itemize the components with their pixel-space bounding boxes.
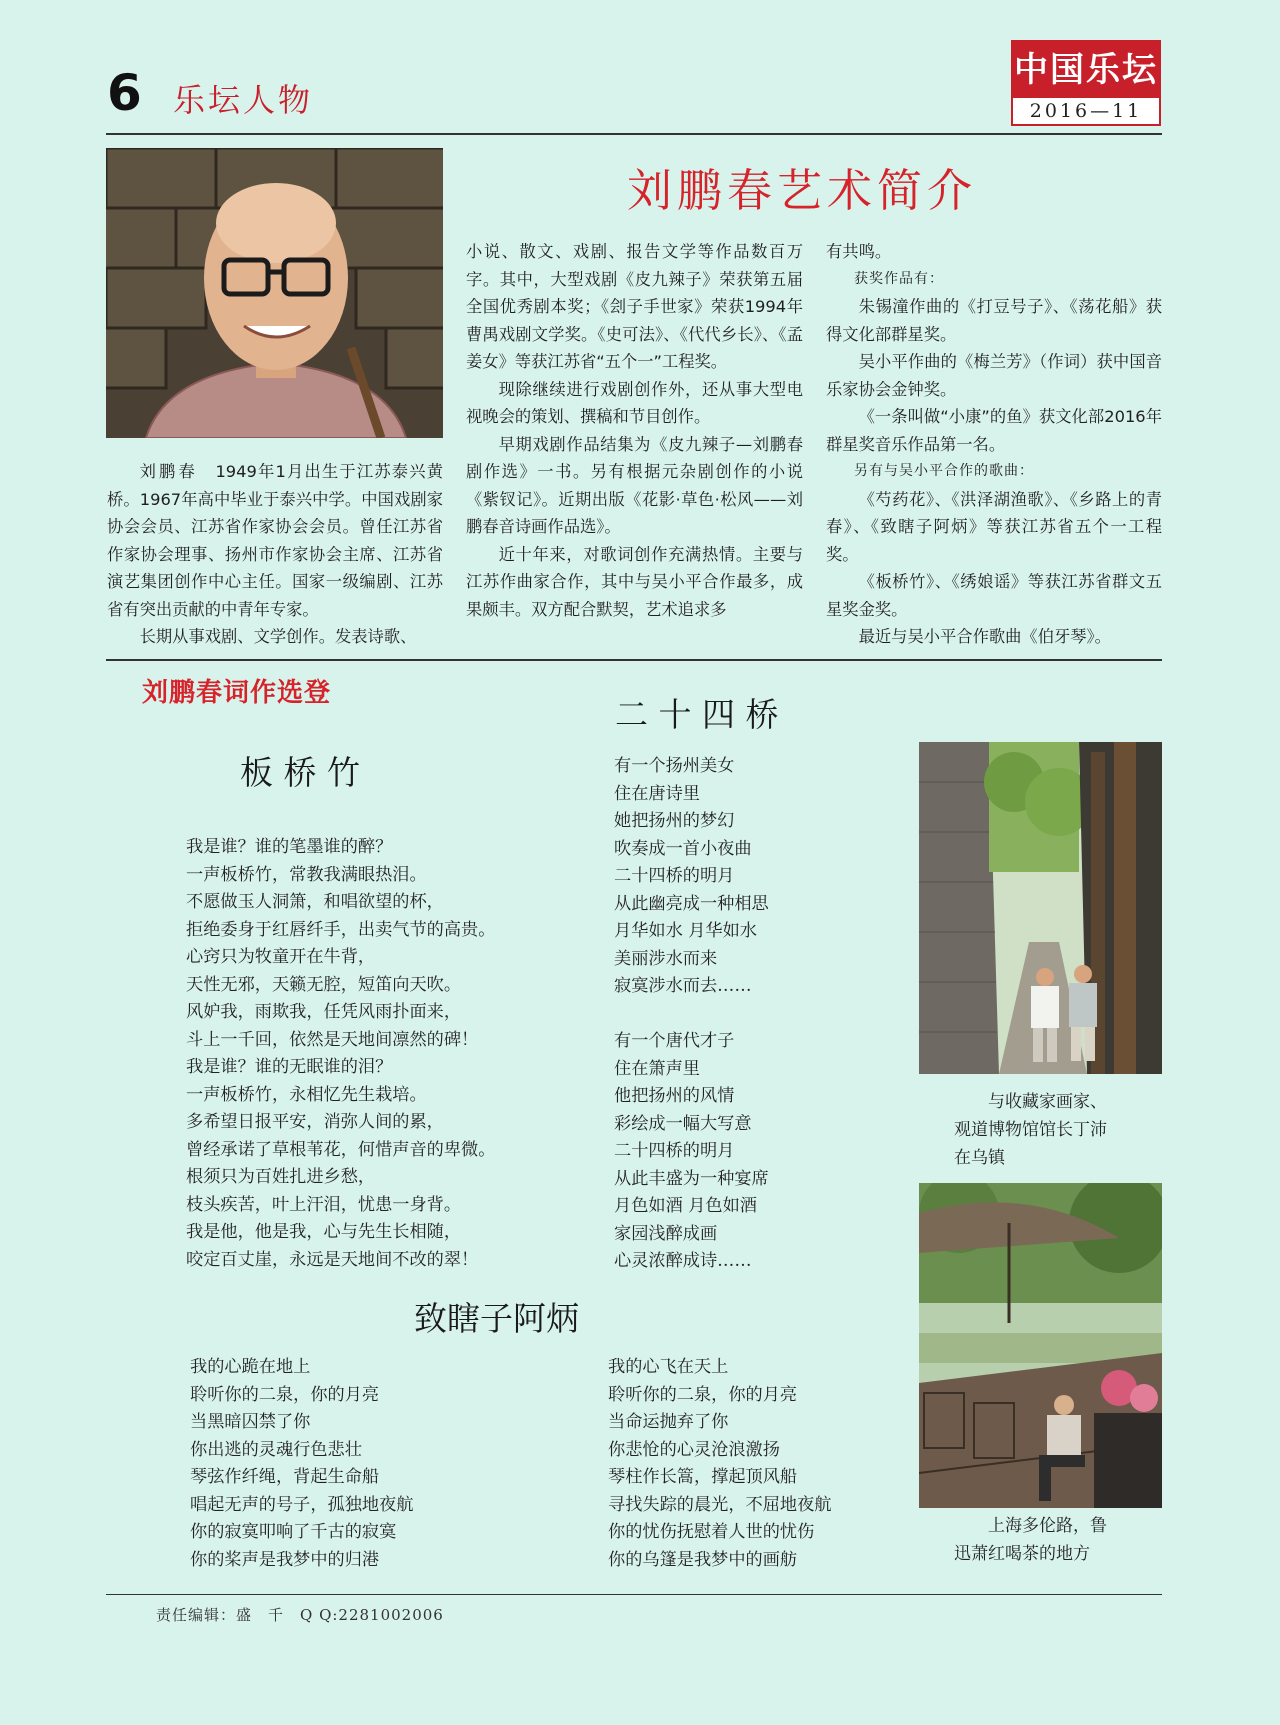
masthead-logo: 中国乐坛	[1013, 42, 1159, 98]
bio-paragraph: 早期戏剧作品结集为《皮九辣子—刘鹏春剧作选》一书。另有根据元杂剧创作的小说《紫钗记》。近期出版《花影·草色·松风——刘鹏春音诗画作品选》。	[466, 434, 803, 536]
poem-line: 聆听你的二泉，你的月亮	[608, 1384, 798, 1405]
poem-line: 不愿做玉人洞箫，和唱欲望的杯，	[186, 892, 444, 912]
poem-line: 吹奏成一首小夜曲	[614, 838, 752, 859]
poem-line: 枝头疾苦，叶上汗泪，忧患一身背。	[186, 1194, 462, 1215]
portrait-photo	[106, 148, 443, 438]
editor-credit: 责任编辑：盛 千 Q Q:2281002006	[156, 1606, 444, 1624]
poem-line: 根须只为百姓扎进乡愁，	[186, 1167, 376, 1187]
poem-line: 咬定百丈崖，永远是天地间不改的翠！	[186, 1249, 479, 1270]
poem-line: 从此幽亮成一种相思	[614, 893, 769, 914]
poem-line: 当黑暗囚禁了你	[190, 1412, 311, 1432]
poem-line: 一声板桥竹，常教我满眼热泪。	[186, 864, 427, 885]
bio-paragraph: 小说、散文、戏剧、报告文学等作品数百万字。其中，大型戏剧《皮九辣子》荣获第五届全国优秀剧本奖；《刽子手世家》荣获1994年曹禺戏剧文学奖。《史可法》、《代代乡长》、《孟姜女》等获江苏省“五个一”工程奖。	[466, 242, 803, 371]
poem-line: 拒绝委身于红唇纤手，出卖气节的高贵。	[186, 919, 496, 940]
poem-line: 有一个唐代才子	[614, 1031, 735, 1051]
awards-heading: 获奖作品有：	[854, 270, 944, 287]
poem-line: 有一个扬州美女	[614, 756, 735, 776]
poem-line: 月华如水 月华如水	[614, 921, 757, 941]
poem-line: 寂寞涉水而去……	[614, 976, 752, 996]
poem-line: 天性无邪，天籁无腔，短笛向天吹。	[186, 974, 462, 995]
poem-line: 你出逃的灵魂行色悲壮	[190, 1439, 362, 1460]
poem-abing-right	[608, 1354, 831, 1574]
poem-line: 二十四桥的明月	[614, 1141, 735, 1161]
poem-line: 住在唐诗里	[614, 783, 700, 804]
caption-line: 观道博物馆馆长丁沛	[954, 1120, 1107, 1140]
poem-bamboo	[186, 834, 495, 1274]
section-rule	[106, 659, 1162, 661]
bio-column-3	[826, 238, 1162, 651]
poem-line: 家园浅醉成画	[614, 1223, 718, 1244]
poem-line: 我是谁？谁的无眠谁的泪？	[186, 1057, 393, 1077]
caption-line: 迅萧红喝茶的地方	[954, 1544, 1090, 1564]
photo-caption	[954, 1512, 1107, 1568]
article-title: 刘鹏春艺术简介	[627, 164, 978, 217]
poem-line: 美丽涉水而来	[614, 948, 718, 969]
poem-line: 我是他，他是我，心与先生长相随，	[186, 1222, 462, 1242]
masthead	[1011, 40, 1161, 126]
award-item: 《芍药花》、《洪泽湖渔歌》、《乡路上的青春》、《致瞎子阿炳》等获江苏省五个一工程奖。	[826, 489, 1162, 564]
bio-name: 刘鹏春	[139, 462, 198, 481]
poem-line: 聆听你的二泉，你的月亮	[190, 1384, 380, 1405]
poem-line: 你的寂寞叩响了千古的寂寞	[190, 1522, 397, 1542]
photo-caption	[954, 1088, 1107, 1172]
poem-line: 她把扬州的梦幻	[614, 811, 735, 831]
award-item: 吴小平作曲的《梅兰芳》（作词）获中国音乐家协会金钟奖。	[826, 352, 1162, 399]
collab-heading: 另有与吴小平合作的歌曲：	[854, 463, 1034, 479]
poem-line: 寻找失踪的晨光，不屈地夜航	[608, 1494, 832, 1515]
header-rule	[106, 133, 1162, 135]
poem-line: 我的心跪在地上	[190, 1357, 311, 1377]
bio-paragraph: 现除继续进行戏剧创作外，还从事大型电视晚会的策划、撰稿和节目创作。	[466, 379, 803, 426]
poem-line: 你悲怆的心灵沧浪激扬	[608, 1439, 780, 1460]
issue-date: 2016—11	[1029, 100, 1143, 122]
poem-line: 我的心飞在天上	[608, 1357, 729, 1377]
caption-line: 与收藏家画家、	[988, 1092, 1107, 1112]
poem-line: 琴弦作纤绳，背起生命船	[190, 1467, 380, 1487]
bio-paragraph: 有共鸣。	[826, 242, 892, 261]
poem-abing-left	[190, 1354, 413, 1574]
poem-title-bamboo: 板 桥 竹	[240, 753, 360, 792]
poem-line: 彩绘成一幅大写意	[614, 1113, 752, 1134]
poem-line: 住在箫声里	[614, 1058, 700, 1079]
poem-line: 多希望日报平安，消弥人间的累，	[186, 1112, 444, 1132]
award-item: 朱锡潼作曲的《打豆号子》、《荡花船》获得文化部群星奖。	[826, 297, 1162, 344]
poem-line: 你的乌篷是我梦中的画舫	[608, 1549, 798, 1570]
caption-line: 在乌镇	[954, 1148, 1005, 1168]
poem-line: 唱起无声的号子，孤独地夜航	[190, 1494, 414, 1515]
poem-line: 曾经承诺了草根苇花，何惜声音的卑微。	[186, 1139, 496, 1160]
poem-line: 一声板桥竹，永相忆先生栽培。	[186, 1084, 427, 1105]
poem-line: 心窍只为牧童开在牛背，	[186, 947, 376, 967]
poem-line: 从此丰盛为一种宴席	[614, 1168, 769, 1189]
poem-title-bridges: 二 十 四 桥	[615, 695, 779, 734]
poem-line: 月色如酒 月色如酒	[614, 1196, 757, 1216]
award-item: 最近与吴小平合作歌曲《伯牙琴》。	[858, 627, 1111, 646]
selection-heading: 刘鹏春词作选登	[142, 678, 332, 708]
poem-line: 斗上一千回，依然是天地间凛然的碑！	[186, 1029, 479, 1050]
footer-rule	[106, 1594, 1162, 1595]
bio-column-2	[466, 238, 803, 623]
poem-line: 他把扬州的风情	[614, 1086, 735, 1106]
poem-line: 风妒我，雨欺我，任凭风雨扑面来，	[186, 1002, 462, 1022]
alley-photo	[919, 742, 1162, 1074]
section-title: 乐坛人物	[173, 81, 314, 119]
poem-line: 心灵浓醉成诗……	[614, 1251, 752, 1271]
award-item: 《一条叫做“小康”的鱼》获文化部2016年群星奖音乐作品第一名。	[826, 407, 1162, 454]
poem-line: 琴柱作长篙，撑起顶风船	[608, 1467, 798, 1487]
poem-line: 二十四桥的明月	[614, 866, 735, 886]
poem-line: 当命运抛弃了你	[608, 1412, 729, 1432]
award-item: 《板桥竹》、《绣娘谣》等获江苏省群文五星奖金奖。	[826, 572, 1162, 619]
poem-bridges	[614, 753, 769, 1276]
poem-line: 我是谁？谁的笔墨谁的醉？	[186, 837, 393, 857]
page-number: 6	[107, 64, 142, 122]
poem-line: 你的忧伤抚慰着人世的忧伤	[608, 1522, 815, 1542]
caption-line: 上海多伦路，鲁	[988, 1516, 1107, 1536]
bio-paragraph: 近十年来，对歌词创作充满热情。主要与江苏作曲家合作，其中与吴小平合作最多，成果颇丰。双方配合默契，艺术追求多	[466, 544, 803, 619]
bio-paragraph: 刘鹏春 1949年1月出生于江苏泰兴黄桥。1967年高中毕业于泰兴中学。中国戏剧家协会会员、江苏省作家协会会员。曾任江苏省作家协会理事、扬州市作家协会主席、江苏省演艺集团创作中心主任。国家一级编剧、江苏省有突出贡献的中青年专家。	[107, 462, 443, 619]
poem-line: 你的桨声是我梦中的归港	[190, 1549, 380, 1570]
bio-paragraph: 长期从事戏剧、文学创作。发表诗歌、	[139, 627, 417, 646]
teahouse-photo	[919, 1183, 1162, 1508]
bio-column-1	[107, 458, 443, 651]
poem-title-abing: 致瞎子阿炳	[414, 1299, 579, 1338]
